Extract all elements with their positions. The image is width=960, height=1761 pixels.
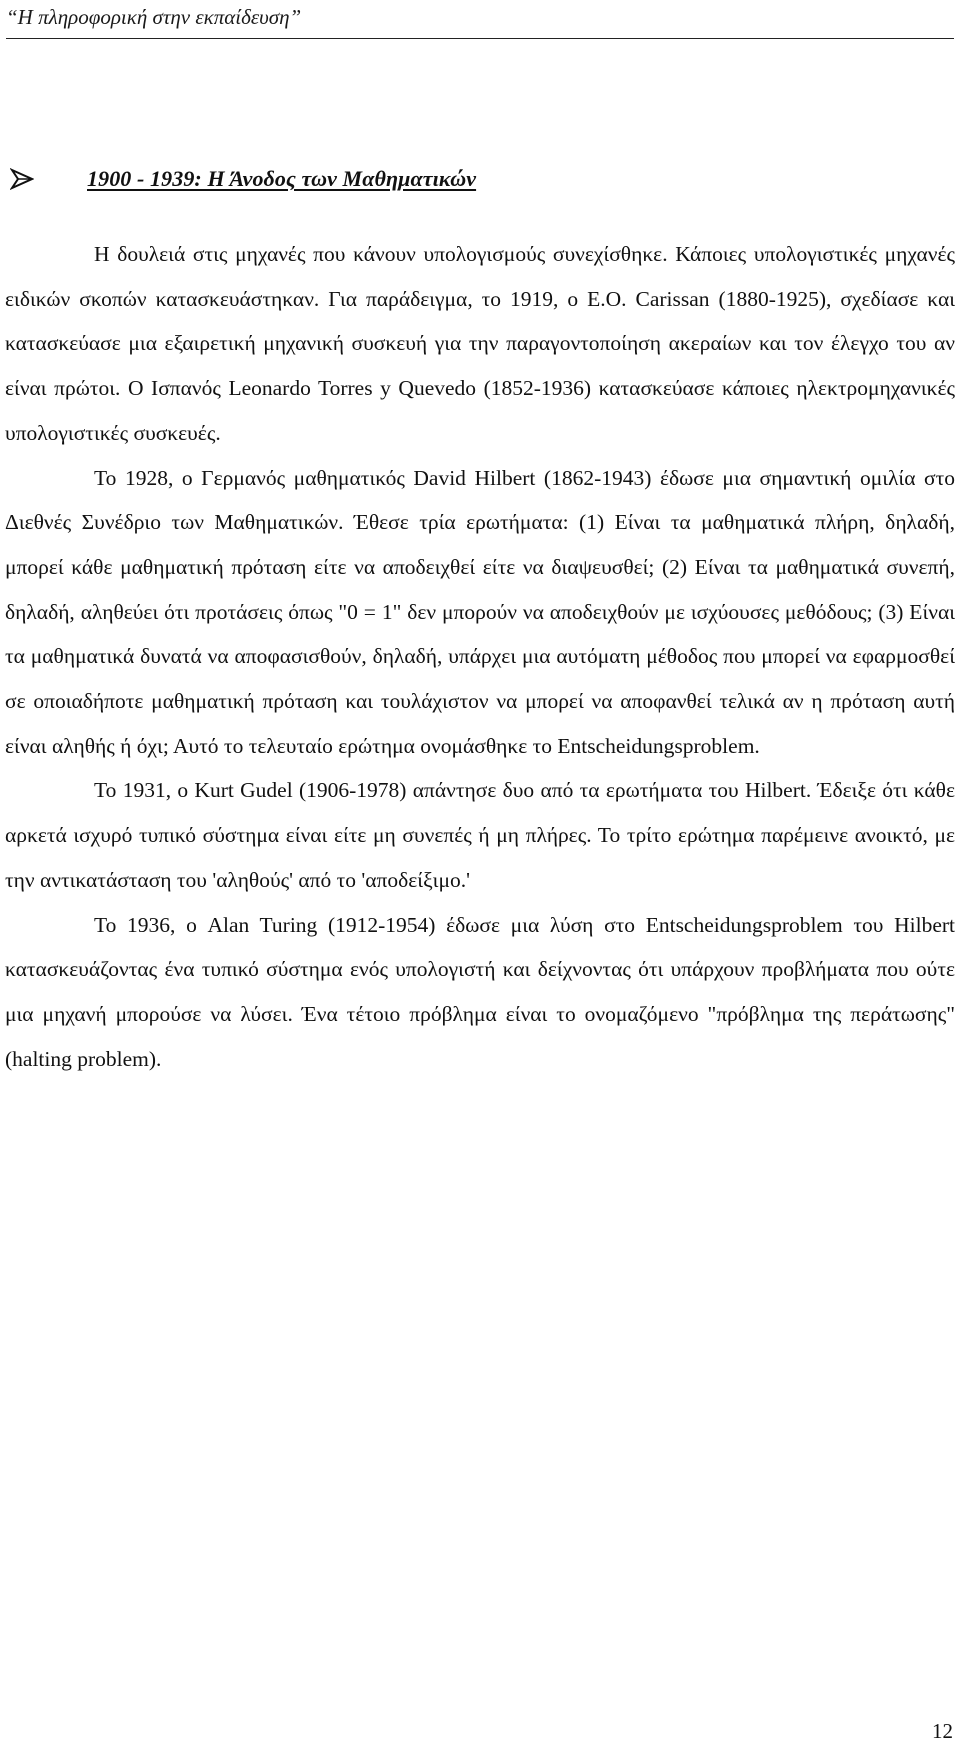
- paragraph-godel: Το 1931, ο Kurt Gudel (1906-1978) απάντησε δυο από τα ερωτήματα του Hilbert. Έδειξε ότι κάθε αρκετά ισχυρό τυπικό σύστημα είναι είτε μη συνεπές ή μη πλήρες. Το τρίτο ερώτημα παρέμεινε ανοικτό, με την αντικατάσταση του 'αληθούς' από το 'αποδείξιμο.': [5, 778, 955, 892]
- paragraph-hilbert: Το 1928, ο Γερμανός μαθηματικός David Hilbert (1862-1943) έδωσε μια σημαντική ομιλία στο Διεθνές Συνέδριο των Μαθηματικών. Έθεσε τρία ερωτήματα: (1) Είναι τα μαθηματικά πλήρη, δηλαδή, μπορεί κάθε μαθηματική πρόταση είτε να αποδειχθεί είτε να διαψευσθεί; (2) Είναι τα μαθηματικά συνεπή, δηλαδή, αληθεύει ότι προτάσεις όπως "0 = 1" δεν μπορούν να αποδειχθούν με ισχύουσες μεθόδους; (3) Είναι τα μαθηματικά δυνατά να αποφασισθούν, δηλαδή, υπάρχει μια αυτόματη μέθοδος που μπορεί να εφαρμοσθεί σε οποιαδήποτε μαθηματική πρόταση και τουλάχιστον να μπορεί να αποφανθεί τελικά αν η πρόταση αυτή είναι αληθής ή όχι; Αυτό το τελευταίο ερώτημα ονομάσθηκε το Entscheidungsproblem.: [5, 465, 955, 758]
- header-title: “Η πληροφορική στην εκπαίδευση”: [6, 5, 302, 29]
- body-text: [5, 232, 955, 1081]
- section-title: 1900 - 1939: Η Άνοδος των Μαθηματικών: [87, 166, 477, 191]
- arrow-bullet-icon: [10, 167, 34, 191]
- running-header: [6, 0, 954, 39]
- section-heading: [10, 162, 476, 196]
- paragraph-turing: Το 1936, ο Alan Turing (1912-1954) έδωσε μια λύση στο Entscheidungsproblem του Hilbert κατασκευάζοντας ένα τυπικό σύστημα ενός υπολογιστή και δείχνοντας ότι υπάρχουν προβλήματα που ούτε μια μηχανή μπορούσε να λύσει. Ένα τέτοιο πρόβλημα είναι το ονομαζόμενο "πρόβλημα της περάτωσης" (halting problem).: [5, 912, 955, 1071]
- paragraph-carissan: Η δουλειά στις μηχανές που κάνουν υπολογισμούς συνεχίσθηκε. Κάποιες υπολογιστικές μηχανές ειδικών σκοπών κατασκευάστηκαν. Για παράδειγμα, το 1919, ο E.O. Carissan (1880-1925), σχεδίασε και κατασκεύασε μια εξαιρετική μηχανική συσκευή για την παραγοντοποίηση ακεραίων και τον έλεγχο του αν είναι πρώτοι. Ο Ισπανός Leonardo Torres y Quevedo (1852-1936) κατασκεύασε κάποιες ηλεκτρομηχανικές υπολογιστικές συσκευές.: [5, 242, 955, 445]
- page-number: 12: [932, 1719, 953, 1743]
